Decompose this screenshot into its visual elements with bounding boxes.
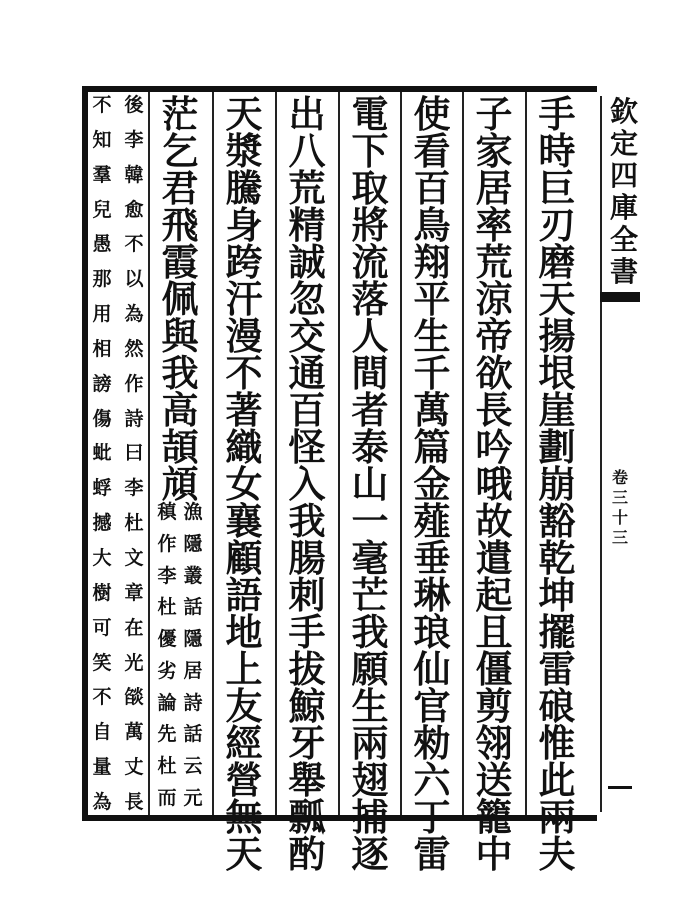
text-char: 書 xyxy=(610,255,639,288)
text-char: 女 xyxy=(225,462,263,506)
text-char: 送 xyxy=(475,758,513,802)
text-char: 劃 xyxy=(538,425,576,469)
text-char: 兒 xyxy=(92,198,112,221)
text-char: 杜 xyxy=(157,755,177,778)
text-char: 傷 xyxy=(92,407,112,430)
text-char: 顧 xyxy=(225,536,263,580)
text-char: 漿 xyxy=(225,129,263,173)
column-rule xyxy=(525,92,527,815)
text-char: 百 xyxy=(413,166,451,210)
text-char: 垠 xyxy=(538,351,576,395)
text-char: 豁 xyxy=(538,499,576,543)
text-column xyxy=(466,92,522,876)
text-char: 羣 xyxy=(92,163,112,186)
text-char: 以 xyxy=(124,268,144,291)
text-char: 薤 xyxy=(413,499,451,543)
text-char: 捕 xyxy=(351,795,389,839)
text-char: 兩 xyxy=(538,795,576,839)
text-char: 拔 xyxy=(288,647,326,691)
text-char: 子 xyxy=(475,92,513,136)
text-char: 語 xyxy=(225,573,263,617)
annotation-subcolumn-right xyxy=(120,96,148,812)
text-char: 論 xyxy=(157,691,177,714)
text-char: 稹 xyxy=(157,501,177,523)
text-char: 頏 xyxy=(161,462,199,506)
text-char: 翅 xyxy=(351,758,389,802)
text-char: 上 xyxy=(225,647,263,691)
text-char: 鳥 xyxy=(413,203,451,247)
text-char: 樹 xyxy=(92,581,112,604)
text-char: 光 xyxy=(124,651,144,674)
text-char: 大 xyxy=(92,546,112,569)
text-char: 芒 xyxy=(351,573,389,617)
text-char: 泰 xyxy=(351,425,389,469)
text-char: 琳 xyxy=(413,573,451,617)
text-char: 八 xyxy=(288,129,326,173)
text-char: 刃 xyxy=(538,203,576,247)
text-char: 李 xyxy=(157,564,177,587)
text-char: 蜉 xyxy=(92,477,112,500)
main-text-segment xyxy=(161,92,199,506)
text-char: 荒 xyxy=(288,166,326,210)
text-char: 文 xyxy=(124,546,144,569)
text-char: 為 xyxy=(124,303,144,326)
text-char: 那 xyxy=(92,268,112,291)
text-char: 籠 xyxy=(475,795,513,839)
text-char: 天 xyxy=(225,832,263,876)
text-char: 人 xyxy=(351,314,389,358)
text-char: 李 xyxy=(124,477,144,500)
text-char: 鯨 xyxy=(288,684,326,728)
text-char: 君 xyxy=(161,166,199,210)
text-char: 此 xyxy=(538,758,576,802)
text-char: 我 xyxy=(288,499,326,543)
text-char: 雷 xyxy=(413,832,451,876)
text-char: 看 xyxy=(413,129,451,173)
text-char: 硠 xyxy=(538,684,576,728)
text-char: 全 xyxy=(610,223,639,256)
text-char: 間 xyxy=(351,351,389,395)
text-char: 取 xyxy=(351,166,389,210)
text-char: 不 xyxy=(225,351,263,395)
text-char: 仙 xyxy=(413,647,451,691)
text-char: 六 xyxy=(413,758,451,802)
text-char: 霞 xyxy=(161,240,199,284)
text-char: 通 xyxy=(288,351,326,395)
text-char: 用 xyxy=(92,303,112,326)
text-column xyxy=(88,96,148,812)
column-rule xyxy=(148,92,150,815)
text-char: 山 xyxy=(351,462,389,506)
text-column xyxy=(279,92,335,876)
text-char: 勑 xyxy=(413,721,451,765)
text-char: 願 xyxy=(351,647,389,691)
text-char: 卷 xyxy=(612,468,629,487)
text-char: 巨 xyxy=(538,166,576,210)
text-char: 營 xyxy=(225,758,263,802)
text-char: 先 xyxy=(157,723,177,746)
text-char: 不 xyxy=(92,94,112,116)
text-char: 垂 xyxy=(413,536,451,580)
text-char: 元 xyxy=(183,786,203,809)
text-char: 荒 xyxy=(475,240,513,284)
text-char: 下 xyxy=(351,129,389,173)
text-char: 十 xyxy=(612,508,629,527)
text-char: 金 xyxy=(413,462,451,506)
text-char: 隱 xyxy=(183,532,203,555)
text-char: 無 xyxy=(225,795,263,839)
text-char: 生 xyxy=(351,684,389,728)
text-char: 自 xyxy=(92,721,112,744)
text-char: 官 xyxy=(413,684,451,728)
text-char: 友 xyxy=(225,684,263,728)
annotation-subcolumn-left xyxy=(154,503,180,808)
text-char: 飛 xyxy=(161,203,199,247)
text-char: 一 xyxy=(351,499,389,543)
text-char: 電 xyxy=(351,92,389,136)
text-char: 手 xyxy=(288,610,326,654)
text-char: 話 xyxy=(183,723,203,746)
text-char: 者 xyxy=(351,388,389,432)
text-char: 居 xyxy=(183,659,203,682)
text-char: 流 xyxy=(351,240,389,284)
text-char: 落 xyxy=(351,277,389,321)
text-char: 故 xyxy=(475,499,513,543)
text-char: 崩 xyxy=(538,462,576,506)
text-char: 著 xyxy=(225,388,263,432)
text-char: 精 xyxy=(288,203,326,247)
text-char: 帝 xyxy=(475,314,513,358)
text-char: 酌 xyxy=(288,832,326,876)
text-char: 漁 xyxy=(183,501,203,523)
column-rule xyxy=(275,92,277,815)
text-char: 毫 xyxy=(351,536,389,580)
text-char: 佩 xyxy=(161,277,199,321)
text-char: 跨 xyxy=(225,240,263,284)
text-char: 漫 xyxy=(225,314,263,358)
text-char: 知 xyxy=(92,128,112,151)
text-char: 平 xyxy=(413,277,451,321)
text-char: 蚍 xyxy=(92,442,112,465)
text-char: 忽 xyxy=(288,277,326,321)
text-char: 天 xyxy=(538,277,576,321)
text-column xyxy=(342,92,398,876)
text-char: 入 xyxy=(288,462,326,506)
text-char: 逐 xyxy=(351,832,389,876)
text-char: 相 xyxy=(92,337,112,360)
text-char: 可 xyxy=(92,616,112,639)
text-char: 作 xyxy=(124,372,144,395)
text-char: 翔 xyxy=(413,240,451,284)
text-char: 燄 xyxy=(124,686,144,709)
text-char: 長 xyxy=(475,388,513,432)
text-char: 後 xyxy=(124,94,144,116)
page-margin-strip xyxy=(600,95,639,812)
column-rule xyxy=(212,92,214,815)
text-char: 丁 xyxy=(413,795,451,839)
text-char: 翎 xyxy=(475,721,513,765)
text-char: 家 xyxy=(475,129,513,173)
text-char: 在 xyxy=(124,616,144,639)
column-rule xyxy=(400,92,402,815)
text-char: 頡 xyxy=(161,425,199,469)
text-char: 欽 xyxy=(610,95,639,128)
text-char: 襄 xyxy=(225,499,263,543)
text-char: 率 xyxy=(475,203,513,247)
text-char: 刺 xyxy=(288,573,326,617)
text-char: 僵 xyxy=(475,647,513,691)
volume-number xyxy=(612,468,628,548)
text-char: 詩 xyxy=(124,407,144,430)
text-char: 不 xyxy=(124,233,144,256)
text-char: 出 xyxy=(288,92,326,136)
text-char: 交 xyxy=(288,314,326,358)
text-char: 我 xyxy=(161,351,199,395)
text-char: 然 xyxy=(124,337,144,360)
text-char: 杜 xyxy=(124,512,144,535)
text-char: 撼 xyxy=(92,512,112,535)
text-char: 雷 xyxy=(538,647,576,691)
text-char: 起 xyxy=(475,573,513,617)
text-char: 不 xyxy=(92,686,112,709)
text-char: 地 xyxy=(225,610,263,654)
text-char: 兩 xyxy=(351,721,389,765)
text-char: 為 xyxy=(92,790,112,813)
text-char: 四 xyxy=(610,159,639,192)
text-char: 將 xyxy=(351,203,389,247)
text-column xyxy=(216,92,272,876)
text-column xyxy=(152,92,208,812)
text-char: 三 xyxy=(612,488,629,507)
text-char: 汗 xyxy=(225,277,263,321)
text-char: 作 xyxy=(157,532,177,555)
text-char: 愈 xyxy=(124,198,144,221)
text-char: 丈 xyxy=(124,756,144,779)
text-char: 話 xyxy=(183,596,203,619)
text-char: 崖 xyxy=(538,388,576,432)
text-char: 杜 xyxy=(157,596,177,619)
column-rule xyxy=(338,92,340,815)
text-char: 惟 xyxy=(538,721,576,765)
text-char: 隱 xyxy=(183,628,203,651)
text-char: 謗 xyxy=(92,372,112,395)
text-char: 千 xyxy=(413,351,451,395)
text-char: 欲 xyxy=(475,351,513,395)
text-char: 章 xyxy=(124,581,144,604)
text-char: 天 xyxy=(225,92,263,136)
text-char: 遣 xyxy=(475,536,513,580)
text-char: 量 xyxy=(92,756,112,779)
text-char: 身 xyxy=(225,203,263,247)
text-char: 琅 xyxy=(413,610,451,654)
text-char: 使 xyxy=(413,92,451,136)
text-char: 與 xyxy=(161,314,199,358)
text-char: 云 xyxy=(183,755,203,778)
text-char: 篇 xyxy=(413,425,451,469)
text-char: 牙 xyxy=(288,721,326,765)
text-char: 哦 xyxy=(475,462,513,506)
text-char: 愚 xyxy=(92,233,112,256)
text-char: 韓 xyxy=(124,163,144,186)
text-char: 我 xyxy=(351,610,389,654)
text-char: 茫 xyxy=(161,92,199,136)
text-char: 定 xyxy=(610,127,639,160)
text-char: 擺 xyxy=(538,610,576,654)
text-char: 誠 xyxy=(288,240,326,284)
column-rule xyxy=(462,92,464,815)
text-char: 乞 xyxy=(161,129,199,173)
text-char: 且 xyxy=(475,610,513,654)
annotation-subcolumn-right xyxy=(180,503,206,808)
text-char: 萬 xyxy=(413,388,451,432)
text-char: 剪 xyxy=(475,684,513,728)
text-char: 涼 xyxy=(475,277,513,321)
text-char: 揚 xyxy=(538,314,576,358)
text-char: 騰 xyxy=(225,166,263,210)
text-char: 經 xyxy=(225,721,263,765)
text-char: 劣 xyxy=(157,659,177,682)
fish-tail-mark xyxy=(600,292,640,302)
text-char: 瓢 xyxy=(288,795,326,839)
text-char: 織 xyxy=(225,425,263,469)
text-char: 時 xyxy=(538,129,576,173)
text-column xyxy=(404,92,460,876)
text-char: 夫 xyxy=(538,832,576,876)
text-char: 曰 xyxy=(124,442,144,465)
text-char: 怪 xyxy=(288,425,326,469)
text-char: 中 xyxy=(475,832,513,876)
text-char: 舉 xyxy=(288,758,326,802)
text-char: 高 xyxy=(161,388,199,432)
text-char: 萬 xyxy=(124,721,144,744)
margin-tick xyxy=(608,786,632,789)
text-char: 生 xyxy=(413,314,451,358)
text-char: 居 xyxy=(475,166,513,210)
text-char: 坤 xyxy=(538,573,576,617)
text-char: 李 xyxy=(124,128,144,151)
text-char: 庫 xyxy=(610,191,639,224)
text-char: 乾 xyxy=(538,536,576,580)
text-char: 磨 xyxy=(538,240,576,284)
book-title xyxy=(610,96,638,288)
text-char: 優 xyxy=(157,628,177,651)
text-char: 笑 xyxy=(92,651,112,674)
text-char: 叢 xyxy=(183,564,203,587)
text-char: 腸 xyxy=(288,536,326,580)
annotation-subcolumn-left xyxy=(88,96,116,812)
text-char: 詩 xyxy=(183,691,203,714)
annotation-segment xyxy=(154,503,206,808)
text-char: 長 xyxy=(124,790,144,813)
text-char: 而 xyxy=(157,786,177,809)
text-char: 三 xyxy=(612,528,629,547)
text-char: 手 xyxy=(538,92,576,136)
text-column xyxy=(529,92,585,876)
text-char: 百 xyxy=(288,388,326,432)
text-char: 吟 xyxy=(475,425,513,469)
